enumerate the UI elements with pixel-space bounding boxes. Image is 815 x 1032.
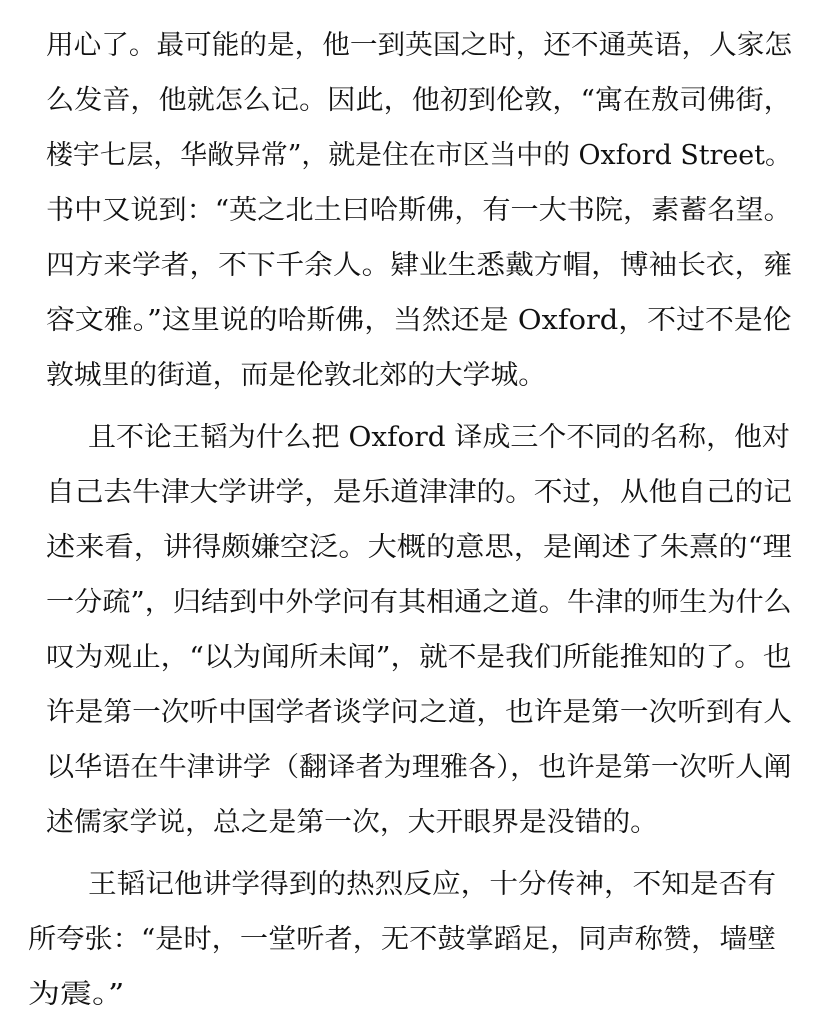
text-line [0,693,815,733]
text-line [0,638,815,678]
line-text: 楼宇七层，华敞异常”，就是住在市区当中的 Oxford Street。 [46,140,792,171]
line-text: 为震。” [28,979,125,1010]
text-line [0,81,815,121]
text-line [0,803,815,843]
line-text: 么发音，他就怎么记。因此，他初到伦敦，“寓在敖司佛街， [46,85,792,116]
line-text: 许是第一次听中国学者谈学问之道，也许是第一次听到有人 [46,697,792,728]
text-line [0,246,815,286]
text-line [0,528,815,568]
line-text: 四方来学者，不下千余人。肄业生悉戴方帽，博袖长衣，雍 [46,250,792,281]
line-text: 述来看，讲得颇嫌空泛。大概的意思，是阐述了朱熹的“理 [46,532,792,563]
text-line [0,920,815,960]
text-line [0,26,815,66]
line-text: 所夸张：“是时，一堂听者，无不鼓掌蹈足，同声称赞，墙壁 [28,924,776,955]
text-line [0,583,815,623]
text-line [0,473,815,513]
line-text: 敦城里的街道，而是伦敦北郊的大学城。 [46,360,546,391]
line-text: 容文雅。”这里说的哈斯佛，当然还是 Oxford，不过不是伦 [46,305,792,336]
text-line [0,356,815,396]
text-line [0,865,815,905]
line-text: 书中又说到：“英之北土曰哈斯佛，有一大书院，素蓄名望。 [46,195,792,226]
line-text: 述儒家学说，总之是第一次，大开眼界是没错的。 [46,807,658,838]
line-text: 一分疏”，归结到中外学问有其相通之道。牛津的师生为什么 [46,587,792,618]
text-line [0,191,815,231]
text-line [0,418,815,458]
text-line [0,136,815,176]
text-line [0,975,815,1015]
line-text: 用心了。最可能的是，他一到英国之时，还不通英语，人家怎 [46,30,792,61]
line-text: 以华语在牛津讲学（翻译者为理雅各），也许是第一次听人阐 [46,752,792,783]
text-line [0,301,815,341]
line-text: 王韬记他讲学得到的热烈反应，十分传神，不知是否有 [88,869,776,900]
line-text: 且不论王韬为什么把 Oxford 译成三个不同的名称，他对 [88,422,790,453]
line-text: 自己去牛津大学讲学，是乐道津津的。不过，从他自己的记 [46,477,792,508]
line-text: 叹为观止，“以为闻所未闻”，就不是我们所能推知的了。也 [46,642,792,673]
text-line [0,748,815,788]
